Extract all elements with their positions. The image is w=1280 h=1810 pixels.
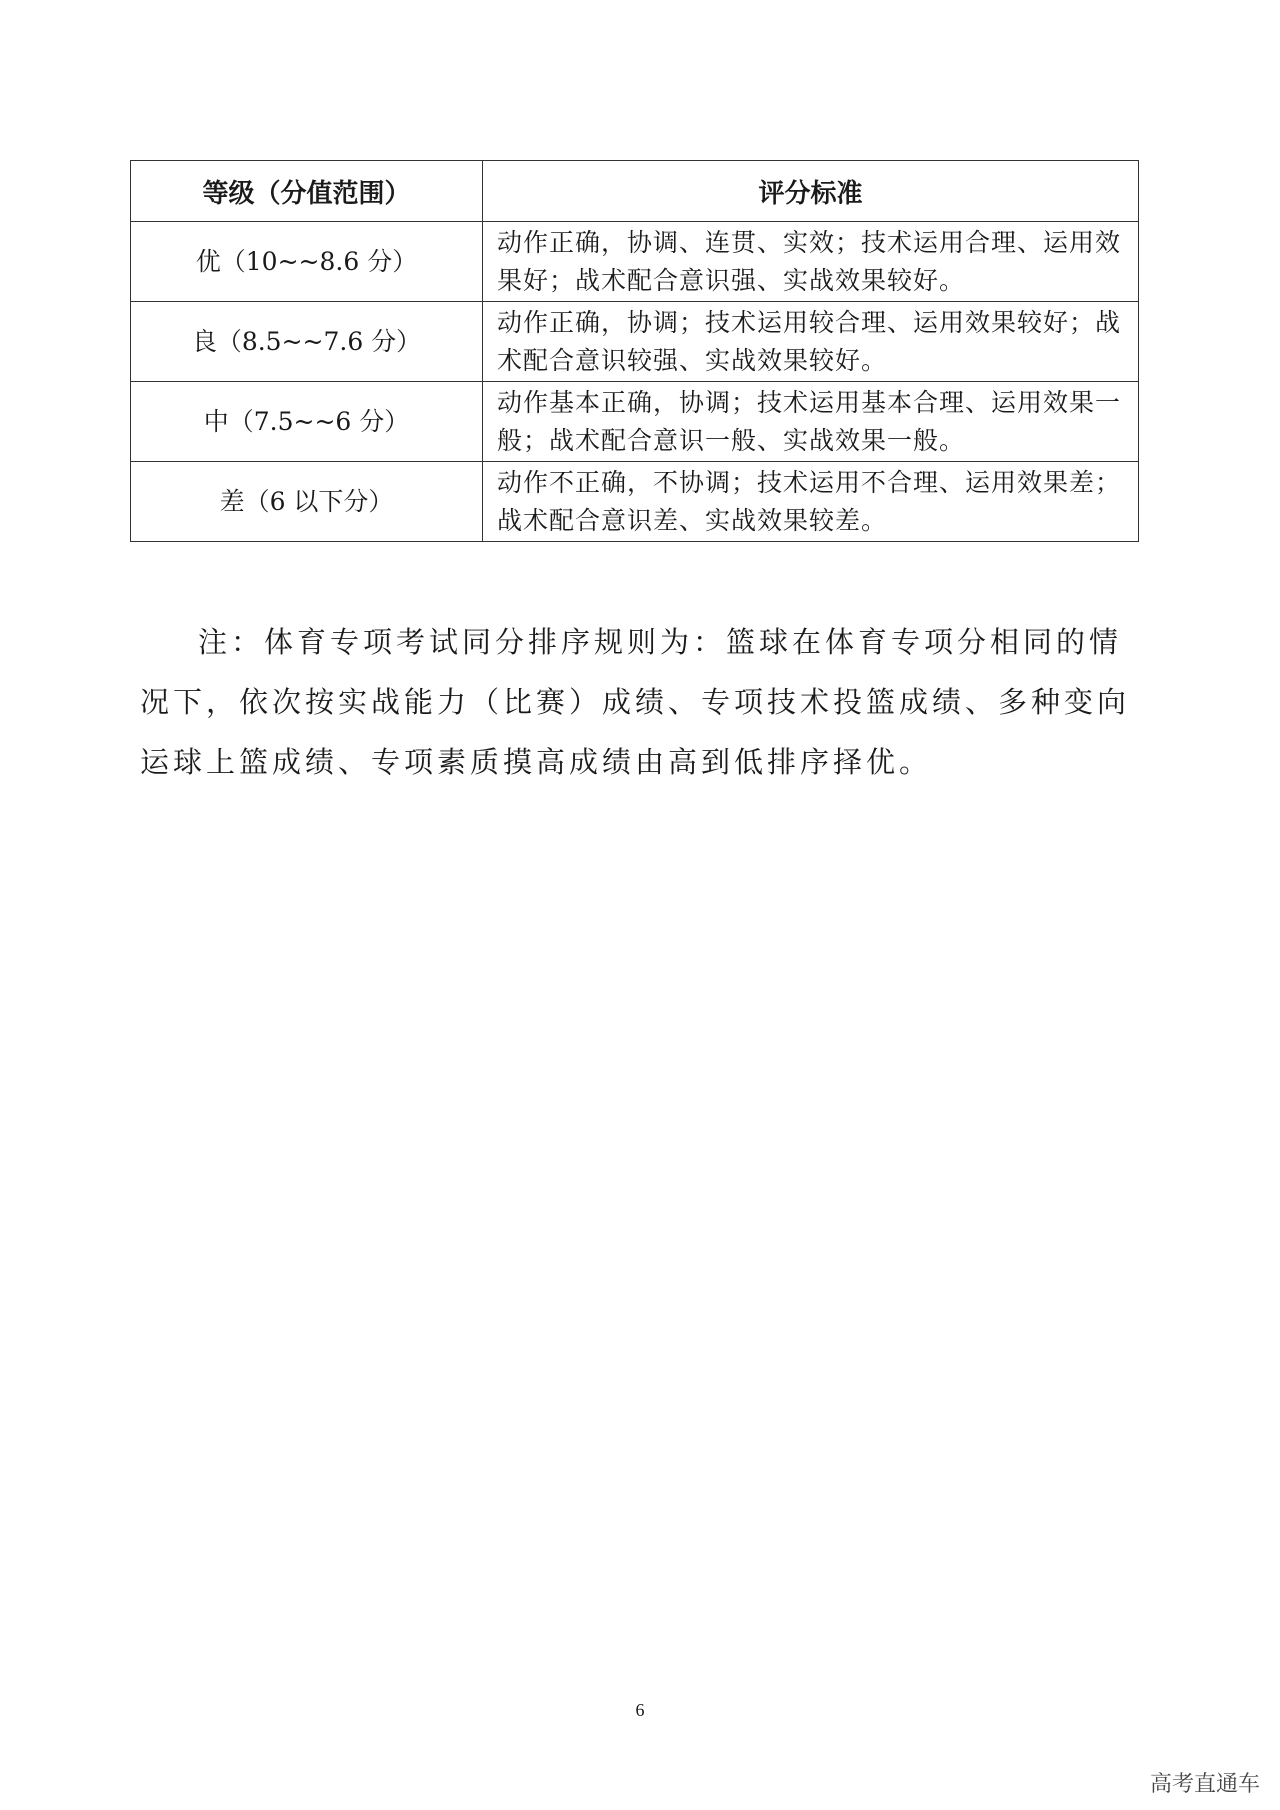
- grade-good: 良（8.5~~7.6 分）: [131, 302, 483, 382]
- tiebreak-note: 注：体育专项考试同分排序规则为：篮球在体育专项分相同的情况下，依次按实战能力（比赛）成绩、专项技术投篮成绩、多种变向运球上篮成绩、专项素质摸高成绩由高到低排序择优。: [140, 625, 1131, 779]
- header-criteria: 评分标准: [483, 161, 1139, 222]
- criteria-good: 动作正确，协调；技术运用较合理、运用效果较好；战术配合意识较强、实战效果较好。: [483, 302, 1139, 382]
- table-row: [131, 302, 1139, 382]
- grade-average: 中（7.5~~6 分）: [131, 382, 483, 462]
- watermark-text: 高考直通车: [1149, 1772, 1260, 1797]
- criteria-poor: 动作不正确，不协调；技术运用不合理、运用效果差；战术配合意识差、实战效果较差。: [483, 462, 1139, 542]
- header-grade: 等级（分值范围）: [131, 161, 483, 222]
- criteria-average: 动作基本正确，协调；技术运用基本合理、运用效果一般；战术配合意识一般、实战效果一般。: [483, 382, 1139, 462]
- table-header-row: [131, 161, 1139, 222]
- grade-excellent: 优（10~~8.6 分）: [131, 222, 483, 302]
- page-number: 6: [635, 1700, 645, 1720]
- grade-poor: 差（6 以下分）: [131, 462, 483, 542]
- table-row: [131, 462, 1139, 542]
- table-row: [131, 382, 1139, 462]
- criteria-excellent: 动作正确，协调、连贯、实效；技术运用合理、运用效果好；战术配合意识强、实战效果较好。: [483, 222, 1139, 302]
- table-row: [131, 222, 1139, 302]
- grading-table: [130, 160, 1139, 542]
